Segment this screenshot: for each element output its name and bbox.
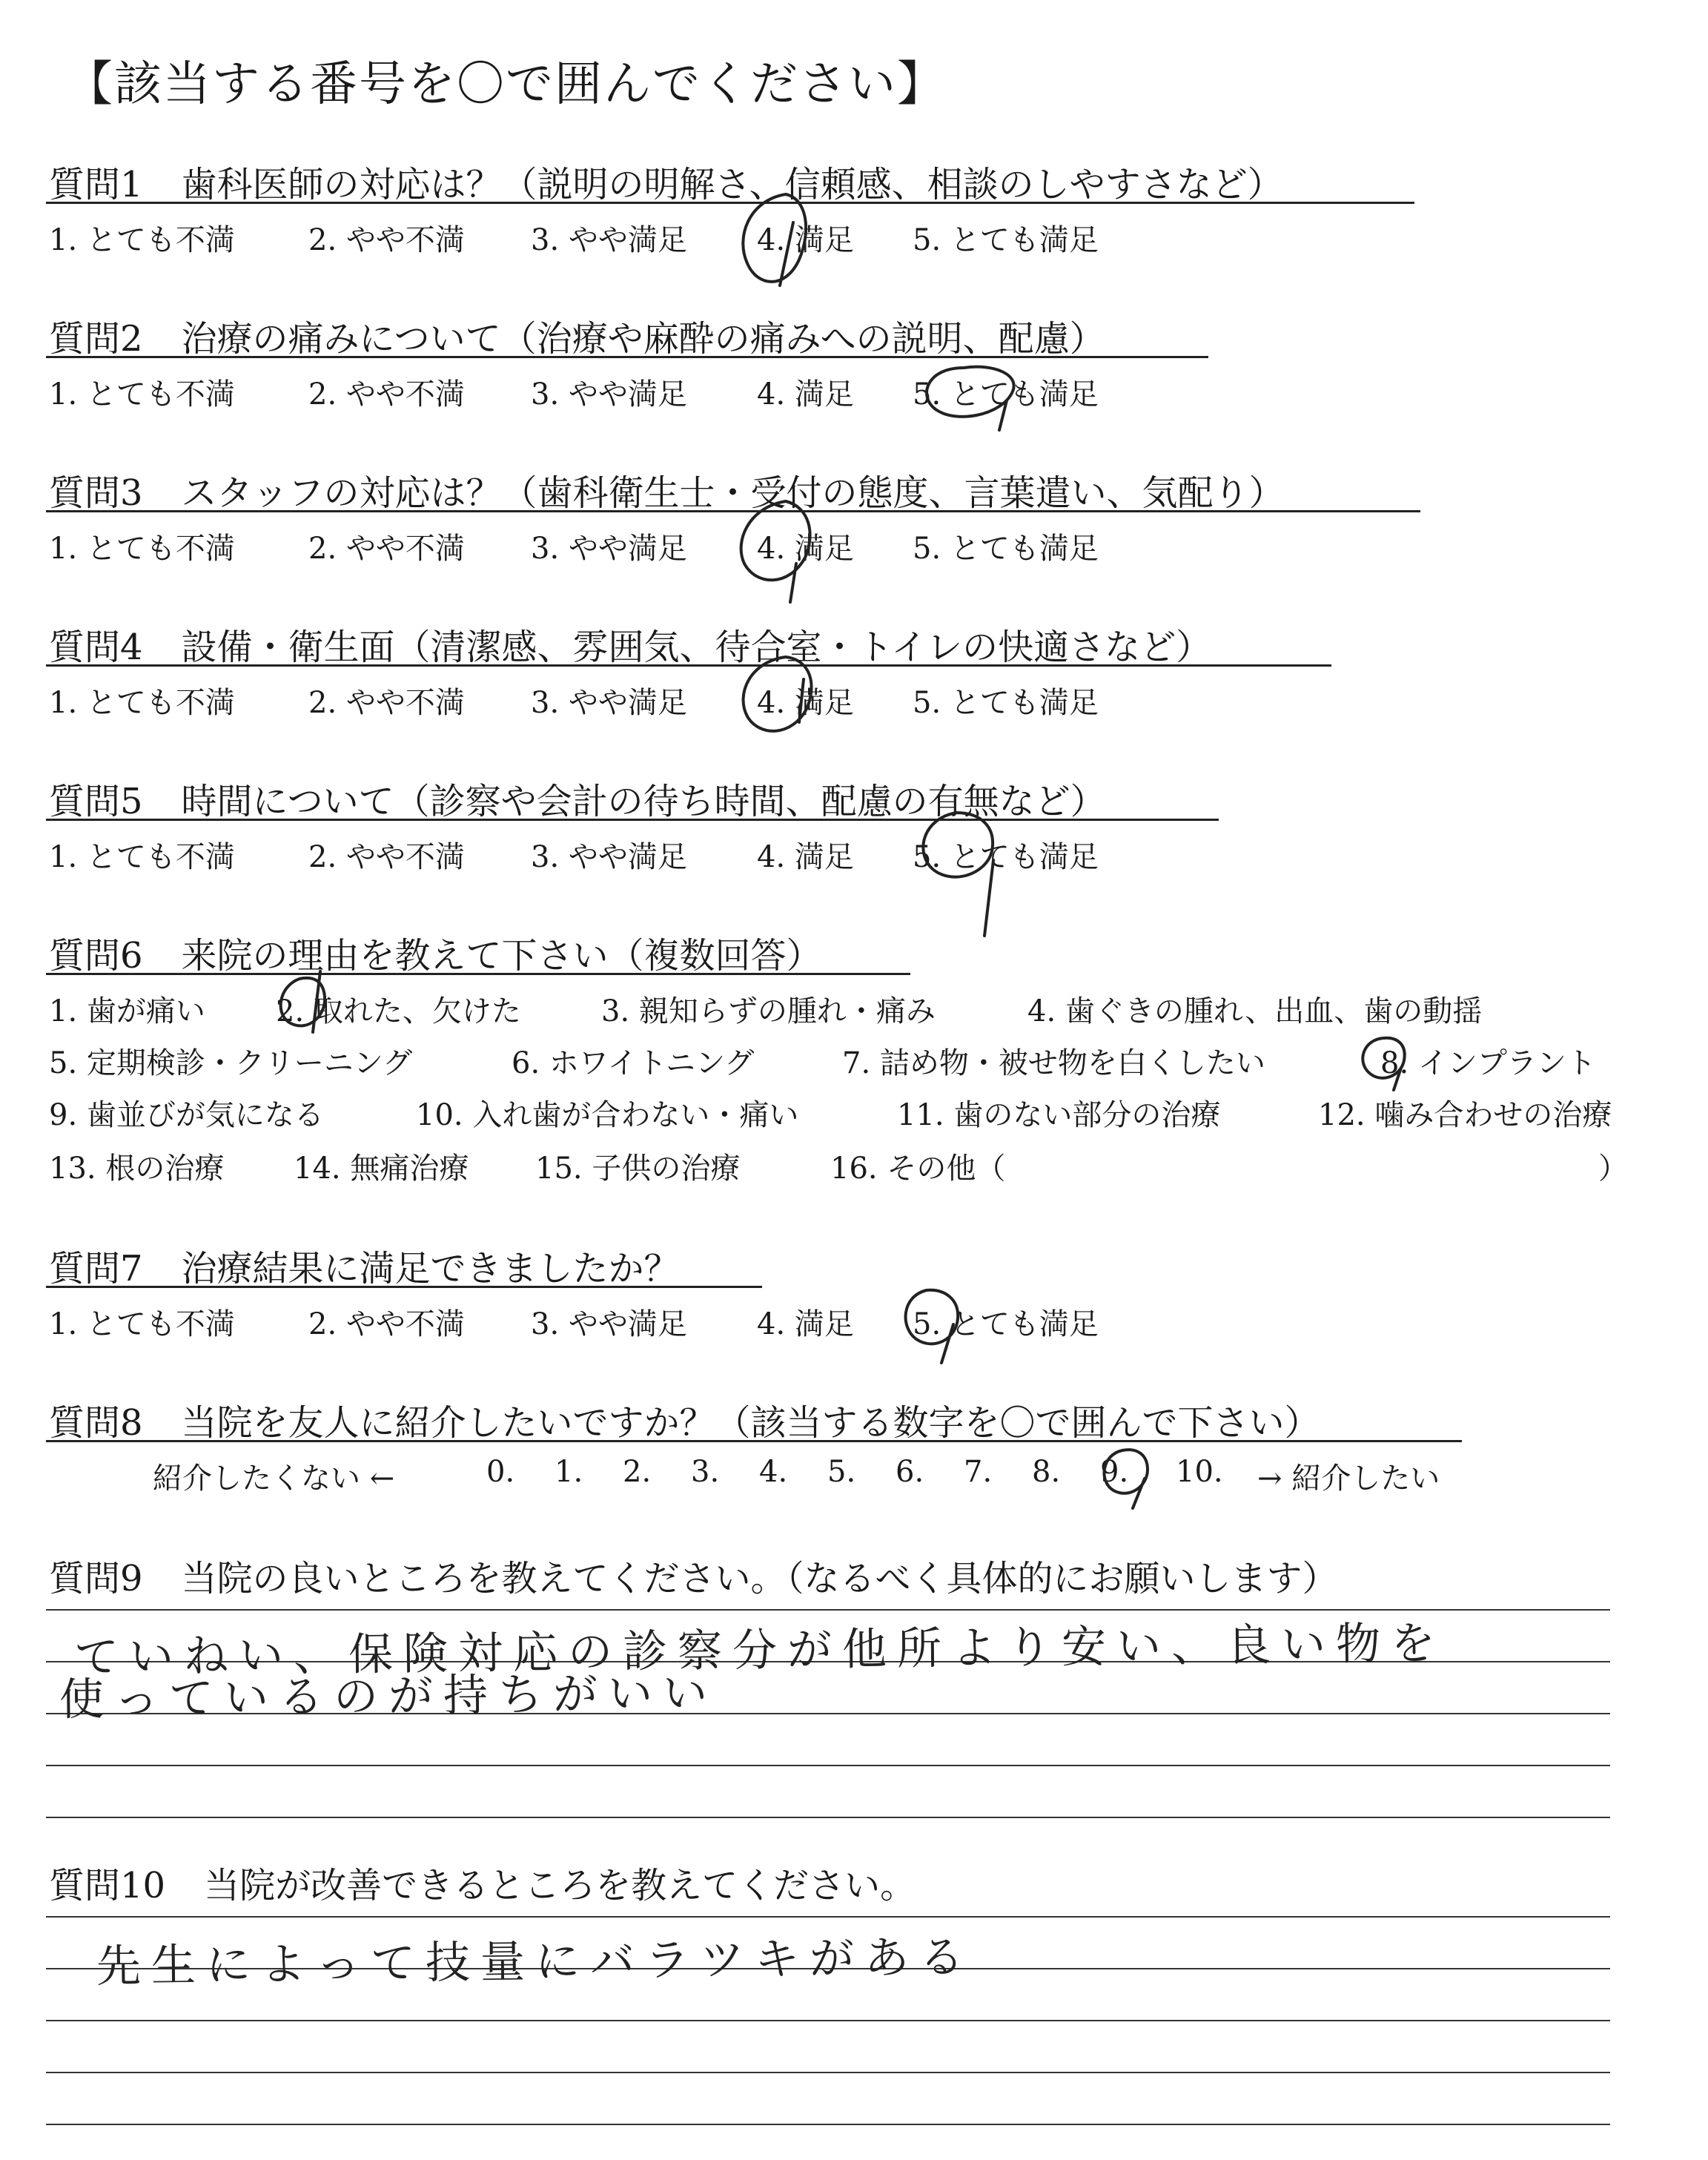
q8-number-5[interactable]: 5. bbox=[827, 1455, 856, 1489]
question-7 bbox=[49, 1240, 680, 1291]
question-7-underline bbox=[46, 1286, 762, 1288]
question-3-text: スタッフの対応は？（歯科衛生士・受付の態度、言葉遣い、気配り） bbox=[181, 472, 1285, 514]
q7-option-2[interactable]: 2. やや不満 bbox=[308, 1307, 465, 1341]
q2-option-2[interactable]: 2. やや不満 bbox=[308, 377, 465, 412]
q8-number-6[interactable]: 6. bbox=[896, 1455, 924, 1489]
q2-option-3[interactable]: 3. やや満足 bbox=[531, 377, 687, 412]
q6-option-3[interactable]: 3. 親知らずの腫れ・痛み bbox=[601, 994, 936, 1028]
q7-option-4[interactable]: 4. 満足 bbox=[757, 1307, 854, 1341]
q6-option-13[interactable]: 13. 根の治療 bbox=[49, 1152, 225, 1186]
question-1-number: 質問1 bbox=[49, 164, 143, 205]
q6-option-14[interactable]: 14. 無痛治療 bbox=[294, 1152, 469, 1186]
q3-option-4[interactable]: 4. 満足 bbox=[757, 532, 854, 566]
q5-option-2[interactable]: 2. やや不満 bbox=[308, 840, 465, 874]
question-3-underline bbox=[46, 510, 1420, 512]
question-8-number: 質問8 bbox=[49, 1402, 143, 1444]
question-6-text: 来院の理由を教えて下さい（複数回答） bbox=[181, 935, 822, 977]
q8-right-label: → 紹介したい bbox=[1257, 1462, 1440, 1496]
q8-number-8[interactable]: 8. bbox=[1032, 1455, 1061, 1489]
q2-option-1[interactable]: 1. とても不満 bbox=[49, 377, 235, 412]
q5-option-4[interactable]: 4. 満足 bbox=[757, 840, 854, 874]
q8-left-label: 紹介したくない ← bbox=[153, 1462, 395, 1496]
page-title: 【該当する番号を〇で囲んでください】 bbox=[65, 57, 946, 112]
q7-option-5[interactable]: 5. とても満足 bbox=[913, 1307, 1099, 1341]
q4-option-3[interactable]: 3. やや満足 bbox=[531, 686, 687, 720]
q9-answer-rule-5 bbox=[46, 1817, 1610, 1818]
q3-option-5[interactable]: 5. とても満足 bbox=[913, 532, 1099, 566]
question-10-number: 質問10 bbox=[49, 1865, 166, 1906]
q4-option-5[interactable]: 5. とても満足 bbox=[913, 686, 1099, 720]
question-8 bbox=[49, 1394, 1320, 1445]
q4-option-4[interactable]: 4. 満足 bbox=[757, 686, 854, 720]
question-8-text: 当院を友人に紹介したいですか？（該当する数字を〇で囲んで下さい） bbox=[181, 1402, 1320, 1444]
q8-number-3[interactable]: 3. bbox=[691, 1455, 720, 1489]
q4-option-2[interactable]: 2. やや不満 bbox=[308, 686, 465, 720]
q6-option-8[interactable]: 8. インプラント bbox=[1380, 1046, 1596, 1080]
q1-option-1[interactable]: 1. とても不満 bbox=[49, 223, 235, 257]
q3-option-3[interactable]: 3. やや満足 bbox=[531, 532, 687, 566]
q3-option-2[interactable]: 2. やや不満 bbox=[308, 532, 465, 566]
q10-handwritten-line-1[interactable]: 先生によって技量にバラツキがある bbox=[96, 1931, 975, 1993]
q10-answer-rule-4 bbox=[46, 2072, 1610, 2073]
q8-number-0[interactable]: 0. bbox=[486, 1455, 515, 1489]
q5-option-3[interactable]: 3. やや満足 bbox=[531, 840, 687, 874]
question-9 bbox=[49, 1550, 1338, 1601]
q6-option-7[interactable]: 7. 詰め物・被せ物を白くしたい bbox=[842, 1046, 1265, 1080]
q8-number-1[interactable]: 1. bbox=[555, 1455, 583, 1489]
question-2-underline bbox=[46, 356, 1208, 358]
q9-handwritten-line-1[interactable]: ていねい、保険対応の診察分が他所より安い、良い物を bbox=[73, 1617, 1446, 1684]
question-7-number: 質問7 bbox=[49, 1248, 143, 1289]
question-10 bbox=[49, 1857, 916, 1908]
q7-option-1[interactable]: 1. とても不満 bbox=[49, 1307, 235, 1341]
question-2-text: 治療の痛みについて（治療や麻酔の痛みへの説明、配慮） bbox=[181, 318, 1105, 360]
question-1 bbox=[49, 156, 1283, 207]
q2-option-4[interactable]: 4. 満足 bbox=[757, 377, 854, 412]
q3-option-1[interactable]: 1. とても不満 bbox=[49, 532, 235, 566]
q10-answer-rule-1 bbox=[46, 1916, 1610, 1918]
question-3 bbox=[49, 464, 1285, 515]
q8-number-7[interactable]: 7. bbox=[964, 1455, 993, 1489]
q1-option-3[interactable]: 3. やや満足 bbox=[531, 223, 687, 257]
q8-number-2[interactable]: 2. bbox=[623, 1455, 652, 1489]
question-7-text: 治療結果に満足できましたか？ bbox=[181, 1248, 680, 1289]
q1-option-4[interactable]: 4. 満足 bbox=[757, 223, 854, 257]
q10-answer-rule-3 bbox=[46, 2020, 1610, 2021]
question-8-underline bbox=[46, 1440, 1462, 1442]
q6-option-5[interactable]: 5. 定期検診・クリーニング bbox=[49, 1046, 413, 1080]
q5-option-5[interactable]: 5. とても満足 bbox=[913, 840, 1099, 874]
question-4-number: 質問4 bbox=[49, 627, 143, 668]
q9-answer-rule-4 bbox=[46, 1765, 1610, 1766]
question-6-number: 質問6 bbox=[49, 935, 143, 977]
q6-other-close-paren: ） bbox=[1598, 1152, 1628, 1186]
question-2-number: 質問2 bbox=[49, 318, 143, 360]
question-3-number: 質問3 bbox=[49, 472, 143, 514]
q5-option-1[interactable]: 1. とても不満 bbox=[49, 840, 235, 874]
q1-option-5[interactable]: 5. とても満足 bbox=[913, 223, 1099, 257]
q7-option-3[interactable]: 3. やや満足 bbox=[531, 1307, 687, 1341]
q6-option-11[interactable]: 11. 歯のない部分の治療 bbox=[897, 1098, 1221, 1132]
question-5 bbox=[49, 773, 1106, 824]
question-10-text: 当院が改善できるところを教えてください。 bbox=[204, 1865, 916, 1906]
q6-option-16[interactable]: 16. その他（ bbox=[830, 1152, 1006, 1186]
q6-option-6[interactable]: 6. ホワイトニング bbox=[512, 1046, 755, 1080]
q6-option-2[interactable]: 2. 取れた、欠けた bbox=[276, 994, 521, 1028]
question-2 bbox=[49, 310, 1105, 361]
q2-option-5[interactable]: 5. とても満足 bbox=[913, 377, 1099, 412]
q8-number-9[interactable]: 9. bbox=[1100, 1455, 1129, 1489]
q6-option-12[interactable]: 12. 噛み合わせの治療 bbox=[1318, 1098, 1612, 1132]
q8-number-10[interactable]: 10. bbox=[1176, 1455, 1223, 1489]
q6-option-1[interactable]: 1. 歯が痛い bbox=[49, 994, 205, 1028]
question-6-underline bbox=[46, 973, 910, 975]
question-4-text: 設備・衛生面（清潔感、雰囲気、待合室・トイレの快適さなど） bbox=[181, 627, 1212, 668]
question-5-underline bbox=[46, 819, 1219, 821]
q6-option-4[interactable]: 4. 歯ぐきの腫れ、出血、歯の動揺 bbox=[1027, 994, 1483, 1028]
question-1-underline bbox=[46, 202, 1414, 204]
q8-number-4[interactable]: 4. bbox=[759, 1455, 788, 1489]
q6-option-10[interactable]: 10. 入れ歯が合わない・痛い bbox=[416, 1098, 799, 1132]
q1-option-2[interactable]: 2. やや不満 bbox=[308, 223, 465, 257]
question-9-number: 質問9 bbox=[49, 1558, 143, 1599]
question-1-text: 歯科医師の対応は？（説明の明解さ、信頼感、相談のしやすさなど） bbox=[181, 164, 1283, 205]
question-9-text: 当院の良いところを教えてください。（なるべく具体的にお願いします） bbox=[181, 1558, 1338, 1599]
q4-option-1[interactable]: 1. とても不満 bbox=[49, 686, 235, 720]
question-5-number: 質問5 bbox=[49, 781, 143, 822]
question-4-underline bbox=[46, 664, 1331, 667]
question-5-text: 時間について（診察や会計の待ち時間、配慮の有無など） bbox=[181, 781, 1106, 822]
q6-option-15[interactable]: 15. 子供の治療 bbox=[535, 1152, 741, 1186]
q6-option-9[interactable]: 9. 歯並びが気になる bbox=[49, 1098, 324, 1132]
q9-handwritten-line-2[interactable]: 使っているのが持ちがいい bbox=[59, 1667, 718, 1726]
question-6 bbox=[49, 927, 822, 978]
q10-answer-rule-5 bbox=[46, 2124, 1610, 2125]
question-4 bbox=[49, 618, 1211, 670]
